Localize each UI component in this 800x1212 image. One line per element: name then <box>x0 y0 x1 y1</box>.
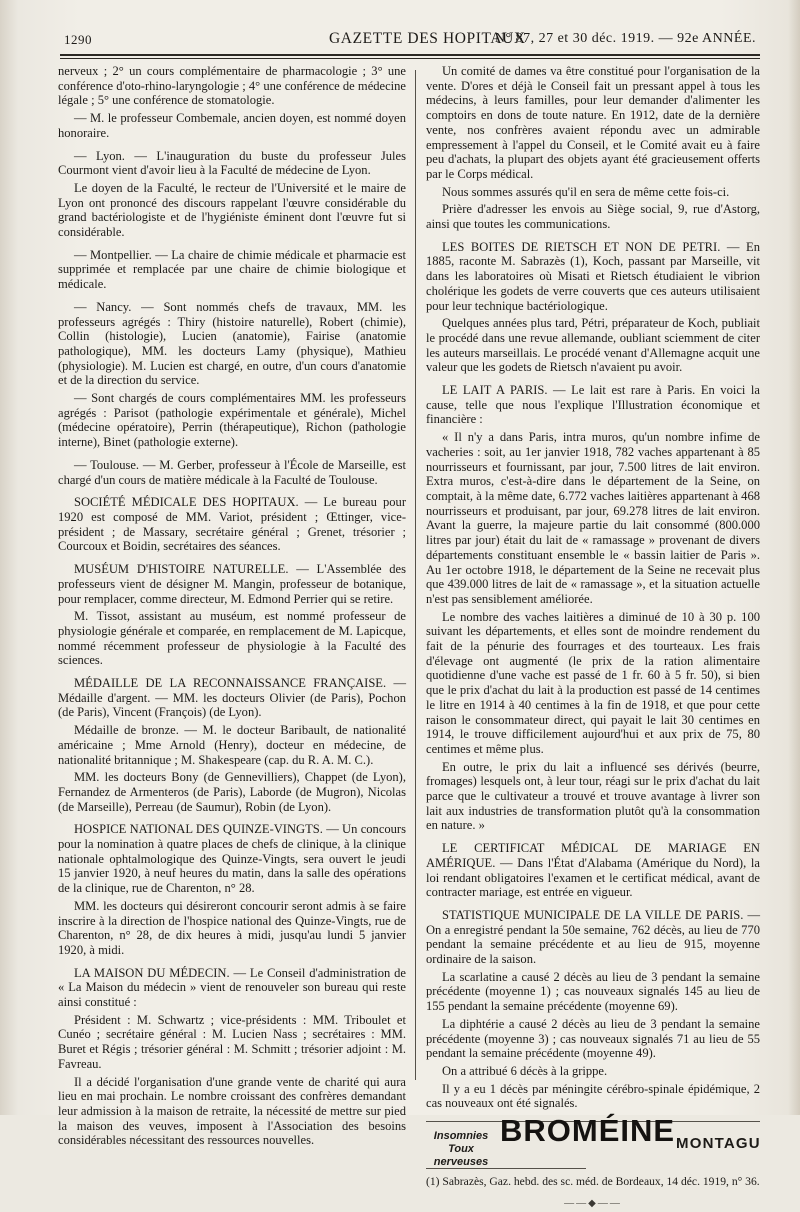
section-paragraph: HOSPICE NATIONAL DES QUINZE-VINGTS. — Un concours pour la nomination à quatre places de chefs de clinique, à la clinique nationale ophtalmologique des Quinze-Vingts, sera ouvert le jeudi 15 janvier 1920, à neuf heures du matin, dans la salle des opérations de la clinique, rue de Charenton, n° 28. <box>58 822 406 896</box>
ad-tagline-line: Insomnies <box>433 1130 489 1143</box>
quote-paragraph: En outre, le prix du lait a influencé ses dérivés (beurre, fromages) lesquels ont, à leur tour, réagi sur le prix d'achat du lait parce que le cultivateur a trouvé et trouve avantage à livrer son lait aux industries de transformation plutôt qu'à la consommation en nature. » <box>426 759 760 833</box>
advertisement <box>426 1113 761 1169</box>
section-paragraph: MÉDAILLE DE LA RECONNAISSANCE FRANÇAISE. — Médaille d'argent. — MM. les docteurs Olivier (de Paris), Pochon (de Paris), Vincent (François) (de Lyon). <box>58 676 406 720</box>
section-paragraph: LE LAIT A PARIS. — Le lait est rare à Paris. En voici la cause, telle que nous l'explique l'Illustration économique et financière : <box>426 383 760 427</box>
paragraph: — Nancy. — Sont nommés chefs de travaux, MM. les professeurs agrégés : Thiry (histoire naturelle), Robert (chimie), Collin (histologie), Lucien (anatomie), Fairise (anatomie pathologique), MM. les docteurs Lamy (physique), Mathieu (physiologie). M. Lucien est chargé, en outre, d'un cours d'anatomie et de la direction du service. <box>58 299 406 388</box>
footnote: (1) Sabrazès, Gaz. hebd. des sc. méd. de Bordeaux, 14 déc. 1919, n° 36. <box>426 1175 760 1189</box>
paragraph: Quelques années plus tard, Pétri, préparateur de Koch, publiait le procédé dans une revue allemande, oubliant sciemment de citer les auteurs marseillais. Le procédé venant d'Allemagne acquit une valeur que les godets de Rietsch n'avaient pu avoir. <box>426 316 760 375</box>
ad-brand: BROMÉINE <box>500 1113 676 1149</box>
paragraph: — Toulouse. — M. Gerber, professeur à l'École de Marseille, est chargé d'un cours de matière médicale à la Faculté de Toulouse. <box>58 457 406 487</box>
header-rule <box>60 54 760 59</box>
right-column <box>426 64 760 1212</box>
section-paragraph: SOCIÉTÉ MÉDICALE DES HOPITAUX. — Le bureau pour 1920 est composé de MM. Variot, président ; Œttinger, vice-président ; de Massary, secrétaire général ; Grenet, trésorier ; Courcoux et Boidin, secrétaires des séances. <box>58 495 406 554</box>
gazette-title: GAZETTE DES HOPITAUX <box>329 30 526 47</box>
paragraph: MM. les docteurs Bony (de Gennevilliers), Chappet (de Lyon), Fernandez de Armenteros (de Paris), Laborde (de Mugron), Nicolas (de Marseille), Perreau (de Saumur), Robin (de Lyon). <box>58 770 406 814</box>
paragraph: — Sont chargés de cours complémentaires MM. les professeurs agrégés : Parisot (pathologie expérimentale et générale), Michel (médecine opératoire), Perrin (thérapeutique), Richon (pathologie interne), Binet (pathologie externe). <box>58 391 406 450</box>
quote-paragraph: Le nombre des vaches laitières a diminué de 10 à 30 p. 100 suivant les départements, et elles sont de moindre rendement du fait de la pénurie des fourrages et des tourteaux. Les frais d'élevage ont augmenté (le prix de la ration alimentaire quotidienne d'une vache est passé de 1 fr. 60 à 5 fr. 50), si bien que le prix d'achat du lait à la production est passé de 14 centimes le litre en 1914 à 40 centimes à la fin de 1918, et que pour cette raison le consommateur direct, qui payait le lait 30 centimes en 1914, le trouve difficilement aujourd'hui et aux prix de 75, 80 centimes et même plus. <box>426 609 760 756</box>
ad-tagline-line: Toux nerveuses <box>433 1143 489 1169</box>
paragraph: — M. le professeur Combemale, ancien doyen, est nommé doyen honoraire. <box>58 111 406 140</box>
paragraph: Médaille de bronze. — M. le docteur Baribault, de nationalité américaine ; Mme Arnold (Henry), docteur en médecine, de nationalité britannique ; M. Shakespeare (cap. du R. A. M. C.). <box>58 723 406 767</box>
paragraph: On a attribué 6 décès à la grippe. <box>442 1064 608 1078</box>
paragraph: — Lyon. — L'inauguration du buste du professeur Jules Courmont vient d'avoir lieu à la Faculté de médecine de Lyon. <box>58 148 406 178</box>
paragraph: Un comité de dames va être constitué pour l'organisation de la vente. D'ores et déjà le Conseil fait un pressant appel à tous les médecins, à leurs familles, pour leur demander d'alimenter les comptoirs en dons de toute nature. En 1912, date de la dernière vente, nos confrères avaient répondu avec un admirable empressement à l'appel du Conseil, et le Comité avait eu à faire peu d'achats, la plupart des objets ayant été gracieusement offerts par le Corps médical. <box>426 64 760 181</box>
paragraph: Nous sommes assurés qu'il en sera de même cette fois-ci. <box>442 184 730 199</box>
ad-tagline <box>426 1130 496 1169</box>
paragraph: — Montpellier. — La chaire de chimie médicale et pharmacie est supprimée et remplacée par une chaire de chimie biologique et médicale. <box>58 247 406 292</box>
section-paragraph: LE CERTIFICAT MÉDICAL DE MARIAGE EN AMÉRIQUE. — Dans l'État d'Alabama (Amérique du Nord), la loi rendant obligatoires l'examen et le certificat médical, avant de contracter mariage, est entrée en vigueur. <box>426 841 760 900</box>
page-number: 1290 <box>64 32 92 47</box>
issue-info: N° 87, 27 et 30 déc. 1919. — 92e ANNÉE. <box>494 31 756 46</box>
paragraph: M. Tissot, assistant au muséum, est nommé professeur de physiologie générale et comparée, en remplacement de M. Lapicque, nommé récemment professeur de physiologie à la Faculté des sciences. <box>58 609 406 668</box>
ad-maker: MONTAGU <box>676 1135 761 1153</box>
paragraph: nerveux ; 2° un cours complémentaire de pharmacologie ; 3° une conférence d'oto-rhino-laryngologie ; 4° une conférence de médecine légale ; 5° une conférence de stomatologie. <box>58 64 406 108</box>
paragraph: Il a décidé l'organisation d'une grande vente de charité qui aura lieu en mai prochain. Le nombre croissant des confrères demandant leur admission à la maison de retraite, la nécessité de mettre sur pied la maison des veuves, imposent à l'Association des besoins considérables nécessitant des ressources nouvelles. <box>58 1074 406 1148</box>
paragraph: Président : M. Schwartz ; vice-présidents : MM. Triboulet et Cunéo ; secrétaire général : M. Lucien Nass ; secrétaires : MM. Buret et Régis ; trésorier général : M. Schmitt ; trésorier adjoint : M. Favreau. <box>58 1012 406 1071</box>
page-header <box>64 30 764 52</box>
section-paragraph: LES BOITES DE RIETSCH ET NON DE PETRI. — En 1885, raconte M. Sabrazès (1), Koch, passant par Marseille, vit dans les laboratoires où Misati et Rietsch étudiaient le vibrion cholérique les godets de verre couverts que ces auteurs utilisaient pour leur technique bactériologique. <box>426 239 760 313</box>
page-edge-shadow <box>0 0 18 1115</box>
section-paragraph: MUSÉUM D'HISTOIRE NATURELLE. — L'Assemblée des professeurs vient de désigner M. Mangin, professeur de botanique, pour remplacer, comme directeur, M. Edmond Perrier qui se retire. <box>58 562 406 606</box>
paragraph: Il y a eu 1 décès par méningite cérébro-spinale épidémique, 2 cas nouveaux ont été signalés. <box>426 1081 760 1111</box>
paragraph: Le doyen de la Faculté, le recteur de l'Université et le maire de Lyon ont prononcé des discours rappelant l'œuvre considérable du grand bactériologiste et de l'hygiéniste éminent dont l'œuvre fut si considérable. <box>58 180 406 240</box>
paragraph: La scarlatine a causé 2 décès au lieu de 3 pendant la semaine précédente (moyenne 1) ; cas nouveaux signalés 145 au lieu de 155 pendant la semaine précédente (moyenne 69). <box>426 969 760 1014</box>
column-divider <box>415 70 416 1080</box>
page-edge-shadow <box>788 0 800 1115</box>
section-paragraph: LA MAISON DU MÉDECIN. — Le Conseil d'administration de « La Maison du médecin » vient de renouveler son bureau qui reste ainsi constitué : <box>58 965 406 1010</box>
paragraph: Prière d'adresser les envois au Siège social, 9, rue d'Astorg, ainsi que toutes les communications. <box>426 202 760 232</box>
paragraph: MM. les docteurs qui désireront concourir seront admis à se faire inscrire à la direction de l'hospice national des Quinze-Vingts, rue de Charenton, n° 28, de dix heures à midi, jusqu'au lundi 5 janvier 1920, à midi. <box>58 898 406 957</box>
end-ornament: ——◆—— <box>564 1198 622 1210</box>
quote-paragraph: « Il n'y a dans Paris, intra muros, qu'un nombre infime de vacheries : soit, au 1er janvier 1918, 782 vaches appartenant à 85 nourrisseurs et fournissant, par jour, 7.500 litres de lait environ. Extra muros, c'est-à-dire dans le département de la Seine, on comptait, à la même date, 6.772 vaches laitières appartenant à 468 nourrisseurs et produisant, par jour, 69.278 litres de lait environ. Avant la guerre, la majeure partie du lait consommé (800.000 litres par jour) était du lait de « ramassage » provenant de divers départements constituant ensemble le « bassin laitier de Paris ». Au 1er octobre 1918, le département de la Seine ne recevait plus que 439.000 litres de lait de « ramassage », et la situation actuelle n'est pas sensiblement améliorée. <box>426 430 760 606</box>
left-column <box>58 64 406 1151</box>
section-paragraph: STATISTIQUE MUNICIPALE DE LA VILLE DE PARIS. — On a enregistré pendant la 50e semaine, 762 décès, au lieu de 770 pendant la semaine précédente et au lieu de 915, moyenne ordinaire de la saison. <box>426 907 760 967</box>
paragraph: La diphtérie a causé 2 décès au lieu de 3 pendant la semaine précédente (moyenne 3) ; cas nouveaux signalés 71 au lieu de 55 pendant la semaine précédente (moyenne 49). <box>426 1016 760 1061</box>
